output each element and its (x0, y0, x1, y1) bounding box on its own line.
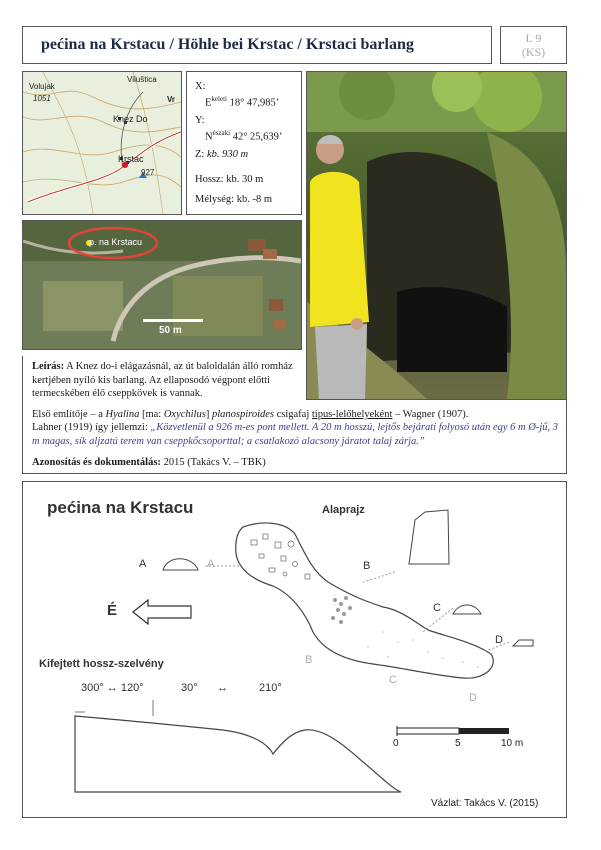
cs-label-d: D (495, 634, 503, 646)
map-label-1051: 1051 (33, 94, 51, 103)
scale-0: 0 (393, 738, 399, 749)
species-hyalina: Hyalina (105, 409, 140, 420)
cave-plan-box (22, 481, 567, 818)
first-mention-text-b: [ma: (139, 409, 164, 420)
cave-depth: Mélység: kb. -8 m (195, 194, 272, 205)
plan-title: pećina na Krstacu (47, 498, 194, 517)
first-mention-text-c: ] (205, 409, 212, 420)
cs-label-b-plan: B (305, 654, 313, 666)
map-label-927: 927 (141, 168, 155, 177)
cs-label-d-plan: D (469, 692, 477, 704)
map-label-vilustica: Viluštica (127, 75, 157, 84)
coord-x-prefix: E (205, 97, 212, 109)
bearing-3: 210° (259, 682, 282, 694)
description-p4 (32, 456, 562, 470)
coord-z-value: kb. 930 m (206, 149, 249, 160)
description-text: A Knez do-i elágazásnál, az út baloldalán álló romház kertjében nyíló kis barlang. Az ellaposodó végpont előtti termecskében élő cseppkövek is vannak. (32, 361, 293, 399)
cave-code-line1: L 9 (525, 31, 542, 45)
photo-graphic (307, 72, 566, 399)
scale-5: 5 (455, 738, 461, 749)
north-label: É (107, 602, 118, 619)
bearing-2: 30° (181, 682, 198, 694)
cave-code-box (500, 26, 567, 64)
cave-entrance-photo (306, 71, 567, 400)
map-label-krstac: Krstac (118, 154, 144, 164)
scale-10: 10 m (501, 738, 524, 749)
first-mention-text: Első említője – a (32, 409, 106, 420)
header-title-box (22, 26, 492, 64)
coord-y-value: 42° 25,639’ (232, 131, 283, 143)
section-label: Kifejtett hossz-szelvény (39, 658, 164, 670)
coord-x-value: 18° 47,985’ (229, 97, 280, 109)
identification-label: Azonosítás és dokumentálás: (32, 457, 161, 468)
drawing-credit: Vázlat: Takács V. (2015) (431, 798, 539, 809)
plan-label-alaprajz: Alaprajz (322, 504, 365, 516)
cs-label-a: A (139, 558, 147, 570)
cave-code-line2: (KS) (521, 45, 546, 59)
cave-plan-drawing (23, 482, 566, 817)
lahner-quote: „Közvetlenül a 926 m-es pont mellett. A 20 m hosszú, lejtős bejárati folyosó után egy 6 m Ø-jű, 3 m magas, sík aljzatú terem van cseppkőcsoporttal; a csatlakozó alacsony járatot talaj zárja.” (32, 422, 559, 447)
cs-label-a-plan: A (207, 558, 215, 570)
bearing-2-arrow: ↔ (217, 682, 228, 694)
type-locality-text: típus-lelőhelyeként (311, 409, 393, 420)
coord-z-label: Z: (195, 149, 205, 160)
map-label-knez-do: Knez Do (113, 114, 148, 124)
first-mention-text-d: csigafaj (273, 409, 312, 420)
map-label-vr: Vr (167, 95, 176, 104)
topo-map (22, 71, 182, 215)
coord-y-label: Y: (195, 115, 205, 126)
coord-y-sup: északi (212, 129, 231, 137)
page-title: pećina na Krstacu / Höhle bei Krstac / Krstaci barlang (41, 36, 414, 53)
satellite-pin-label: p. na Krstacu (89, 237, 143, 247)
map-label-volujak: Volujak (29, 82, 55, 91)
description-p2 (32, 408, 562, 422)
first-mention-author: – Wagner (1907). (392, 409, 469, 420)
coord-z-line (195, 148, 248, 161)
coord-y-prefix: N (205, 131, 213, 143)
cs-label-c: C (433, 602, 441, 614)
satellite-scale-label: 50 m (159, 325, 182, 336)
coord-y-value-line (205, 127, 282, 144)
coord-x-value-line (205, 93, 279, 110)
cs-label-c-plan: C (389, 674, 397, 686)
species-planospiroides: planospiroides (211, 409, 274, 420)
coord-x-label: X: (195, 81, 206, 92)
cave-length: Hossz: kb. 30 m (195, 174, 264, 185)
description-p3 (32, 421, 562, 448)
identification-text: 2015 (Takács V. – TBK) (160, 457, 266, 468)
lahner-intro: Lahner (1919) így jellemzi: (32, 422, 151, 433)
satellite-map (22, 220, 302, 350)
coord-x-sup: keleti (211, 95, 227, 103)
description-label: Leírás: (32, 361, 65, 372)
species-oxychilus: Oxychilus (163, 409, 206, 420)
coordinates-box (186, 71, 302, 215)
cs-label-b: B (363, 560, 371, 572)
bearing-1: 300° ↔ 120° (81, 682, 144, 694)
